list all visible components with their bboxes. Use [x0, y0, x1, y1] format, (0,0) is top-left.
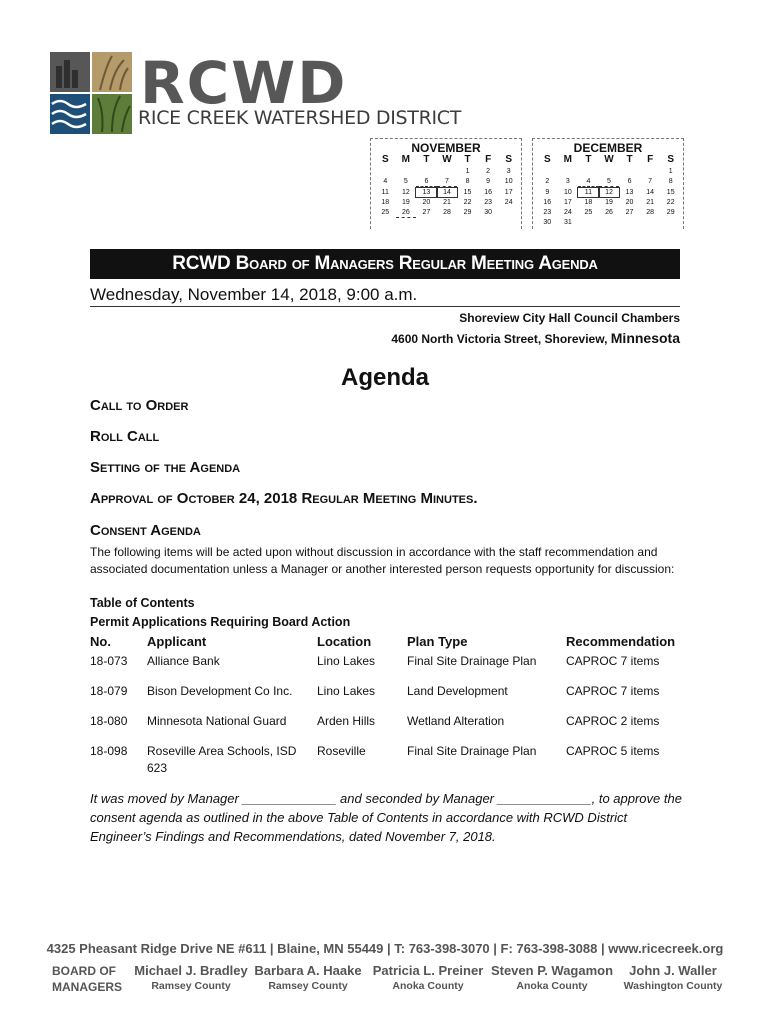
calendar-weekday: M: [401, 154, 411, 165]
calendar-day: 4: [383, 178, 388, 185]
calendar-day: [558, 167, 579, 176]
calendar-day: 21: [646, 199, 655, 206]
manager-name: Barbara A. Haake: [254, 963, 362, 978]
toc-title: Table of Contents: [90, 596, 195, 610]
calendar-day: 2: [486, 168, 491, 175]
calendar-day: [599, 218, 620, 227]
consent-intro: The following items will be acted upon without discussion in accordance with the staff recommendation and associated documentation unless a Manager or another interested person requests opportunity for discussion:: [90, 545, 675, 576]
calendar-day: 28: [646, 209, 655, 216]
calendar-day: 9: [486, 178, 491, 185]
cell-applicant: Bison Development Co Inc.: [147, 684, 293, 698]
board-label-line2: MANAGERS: [52, 980, 123, 994]
calendar-day: 14: [437, 188, 458, 197]
cell-applicant: Minnesota National Guard: [147, 714, 287, 728]
calendar-day: 29: [463, 209, 472, 216]
calendar-day: 30: [543, 219, 552, 226]
calendar-day: [640, 167, 661, 176]
calendar-day: 17: [504, 189, 513, 196]
cell-recommendation: CAPROC 7 items: [566, 654, 660, 668]
calendar-day: 13: [416, 188, 437, 197]
approval-text-a: Approval of October: [90, 490, 239, 507]
calendar-day: 16: [484, 189, 493, 196]
calendar-day: 19: [401, 199, 410, 206]
calendar-weekday: S: [381, 154, 389, 165]
manager-county: Ramsey County: [268, 980, 348, 992]
calendar-day: 2: [545, 178, 550, 185]
cell-recommendation: CAPROC 7 items: [566, 684, 660, 698]
calendar-day: 7: [648, 178, 653, 185]
location-street: 4600 North Victoria Street, Shoreview,: [391, 332, 611, 346]
calendar-day: [396, 167, 417, 176]
manager-entry: [252, 963, 364, 992]
calendar-month-title: DECEMBER: [573, 141, 643, 155]
meeting-location-line1: Shoreview City Hall Council Chambers: [459, 311, 680, 325]
calendar-weekday: T: [423, 154, 430, 165]
calendar-weekday: S: [667, 154, 675, 165]
calendar-weekday: W: [604, 154, 614, 165]
calendar-day: [640, 218, 661, 227]
calendar-day: 30: [484, 209, 493, 216]
calendar-day: 25: [381, 209, 390, 216]
calendar-day: 19: [605, 199, 613, 206]
cell-plan-type: Final Site Drainage Plan: [407, 744, 537, 758]
col-header-location: Location: [317, 634, 372, 649]
calendar-day: [619, 218, 640, 227]
calendar-day: 26: [605, 209, 613, 216]
calendar-day: 15: [666, 189, 675, 196]
board-of-managers-label: [52, 963, 122, 995]
cell-location: Lino Lakes: [317, 654, 376, 668]
cell-no: 18-079: [90, 684, 128, 698]
cell-plan-type: Wetland Alteration: [407, 714, 505, 728]
calendar-day: 20: [422, 199, 431, 206]
calendar-day: 24: [504, 199, 513, 206]
cell-location: Lino Lakes: [317, 684, 376, 698]
meeting-date: Wednesday, November 14, 2018, 9:00 a.m.: [90, 285, 418, 304]
section-approval-minutes: [90, 490, 478, 507]
calendar-day: 18: [381, 199, 390, 206]
section-setting-agenda: Setting of the Agenda: [90, 459, 241, 476]
manager-name: Michael J. Bradley: [134, 963, 248, 978]
calendar-weekday: T: [464, 154, 471, 165]
calendar-day: 23: [543, 209, 552, 216]
calendar-day: 23: [484, 199, 493, 206]
calendar-day: 5: [403, 178, 408, 185]
footer-address: 4325 Pheasant Ridge Drive NE #611 | Blaine, MN 55449 | T: 763-398-3070 | F: 763-398-3088 | www.ricecreek.org: [46, 941, 724, 956]
calendar-day: 10: [563, 189, 572, 196]
calendar-day: 12: [599, 188, 620, 197]
manager-entry: [618, 963, 728, 992]
col-header-recommendation: Recommendation: [566, 634, 676, 649]
calendar-weekday: M: [563, 154, 573, 165]
calendar-day: 27: [422, 209, 431, 216]
calendar-day: 17: [563, 199, 572, 206]
calendar-day: 4: [578, 177, 599, 187]
calendar-day: 26: [396, 208, 417, 218]
consent-motion-text: It was moved by Manager _____________ and seconded by Manager _____________, to approve the consent agenda as outlined in the above Table of Contents in accordance with RCWD District Engineer’s Findings and Recommendations, dated November 7, 2018.: [90, 791, 682, 844]
manager-name: Steven P. Wagamon: [490, 963, 614, 978]
calendar-weekday: F: [647, 154, 654, 165]
approval-text-c: Regular Meeting Minutes.: [297, 490, 478, 507]
cell-no: 18-080: [90, 714, 128, 728]
cell-no: 18-073: [90, 654, 128, 668]
cell-plan-type: Final Site Drainage Plan: [407, 654, 537, 668]
calendar-december: [532, 138, 684, 229]
rcwd-logo-mark-icon: [50, 52, 132, 134]
calendar-weekday: W: [442, 154, 452, 165]
calendar-day: 1: [465, 168, 470, 175]
col-header-no: No.: [90, 634, 111, 649]
manager-name: John J. Waller: [629, 963, 717, 978]
section-call-to-order: Call to Order: [90, 397, 189, 414]
logo-subtitle: RICE CREEK WATERSHED DISTRICT: [138, 107, 462, 129]
calendar-day: [537, 167, 558, 176]
approval-date: 24, 2018: [238, 490, 298, 507]
calendar-day: 27: [625, 209, 634, 216]
calendar-day: [599, 167, 620, 176]
calendar-day: [375, 167, 396, 176]
calendar-day: [578, 167, 599, 176]
manager-county: Anoka County: [516, 980, 588, 992]
section-roll-call: Roll Call: [90, 428, 160, 445]
calendar-day: 21: [443, 199, 451, 206]
calendar-day: 3: [565, 178, 570, 185]
calendar-day: 6: [627, 178, 632, 185]
agenda-title-bar: [90, 249, 680, 279]
toc-subtitle: Permit Applications Requiring Board Action: [90, 615, 351, 629]
calendar-day: 20: [625, 199, 634, 206]
agenda-heading: Agenda: [340, 364, 429, 391]
calendar-day: 9: [545, 189, 550, 196]
calendar-grid: [537, 155, 681, 227]
calendar-day: [498, 208, 519, 218]
calendar-weekday: T: [585, 154, 592, 165]
calendar-day: [578, 218, 599, 227]
calendar-day: 3: [506, 168, 511, 175]
calendar-day: 18: [584, 199, 593, 206]
calendar-day: 6: [416, 177, 437, 187]
manager-county: Anoka County: [392, 980, 464, 992]
cell-recommendation: CAPROC 5 items: [566, 744, 660, 758]
col-header-plan-type: Plan Type: [407, 634, 468, 649]
manager-county: Ramsey County: [151, 980, 231, 992]
calendar-day: 15: [463, 189, 472, 196]
cell-applicant: Roseville Area Schools, ISD 623: [147, 744, 297, 775]
calendar-day: [416, 167, 437, 176]
cell-location: Arden Hills: [317, 714, 376, 728]
calendar-day: 13: [625, 189, 634, 196]
calendar-month-title: NOVEMBER: [411, 141, 481, 155]
section-consent-agenda: Consent Agenda: [90, 522, 201, 539]
manager-entry: [490, 963, 614, 992]
calendar-weekday: S: [505, 154, 513, 165]
calendar-grid: [375, 155, 519, 218]
manager-county: Washington County: [623, 980, 723, 992]
calendar-day: 25: [584, 209, 593, 216]
calendar-day: 12: [401, 189, 410, 196]
calendar-day: 11: [578, 188, 599, 197]
calendar-day: 11: [381, 189, 389, 196]
calendar-day: 16: [543, 199, 552, 206]
cell-location: Roseville: [317, 744, 366, 758]
calendar-day: [437, 167, 458, 176]
calendar-weekday: S: [543, 154, 551, 165]
cell-recommendation: CAPROC 2 items: [566, 714, 660, 728]
calendar-day: 22: [666, 199, 675, 206]
calendar-day: 8: [465, 178, 470, 185]
calendar-day: 10: [504, 178, 513, 185]
calendar-day: [619, 167, 640, 176]
logo-wordmark: RCWD: [140, 49, 348, 117]
calendar-weekday: F: [485, 154, 492, 165]
calendar-day: [660, 218, 681, 227]
calendar-day: 5: [599, 177, 620, 187]
calendar-day: 28: [443, 209, 451, 216]
col-header-applicant: Applicant: [147, 634, 207, 649]
cell-no: 18-098: [90, 744, 128, 758]
cell-plan-type: Land Development: [407, 684, 508, 698]
calendar-weekday: T: [626, 154, 633, 165]
calendar-november: [370, 138, 522, 229]
calendar-day: 7: [437, 177, 458, 187]
manager-entry: [370, 963, 486, 992]
agenda-title: RCWD Board of Managers Regular Meeting Agenda: [172, 253, 598, 274]
calendar-day: 24: [563, 209, 572, 216]
board-label-line1: BOARD OF: [52, 964, 116, 978]
location-state: Minnesota: [610, 330, 680, 346]
calendar-day: 8: [668, 178, 673, 185]
calendar-day: 31: [563, 219, 572, 226]
calendar-day: 22: [463, 199, 472, 206]
calendar-day: 29: [666, 209, 675, 216]
calendar-day: 14: [646, 189, 655, 196]
calendar-day: 1: [668, 168, 673, 175]
header-divider: [90, 306, 680, 307]
manager-entry: [134, 963, 248, 992]
manager-name: Patricia L. Preiner: [372, 963, 484, 978]
cell-applicant: Alliance Bank: [147, 654, 220, 668]
meeting-location-line2: [391, 330, 680, 346]
